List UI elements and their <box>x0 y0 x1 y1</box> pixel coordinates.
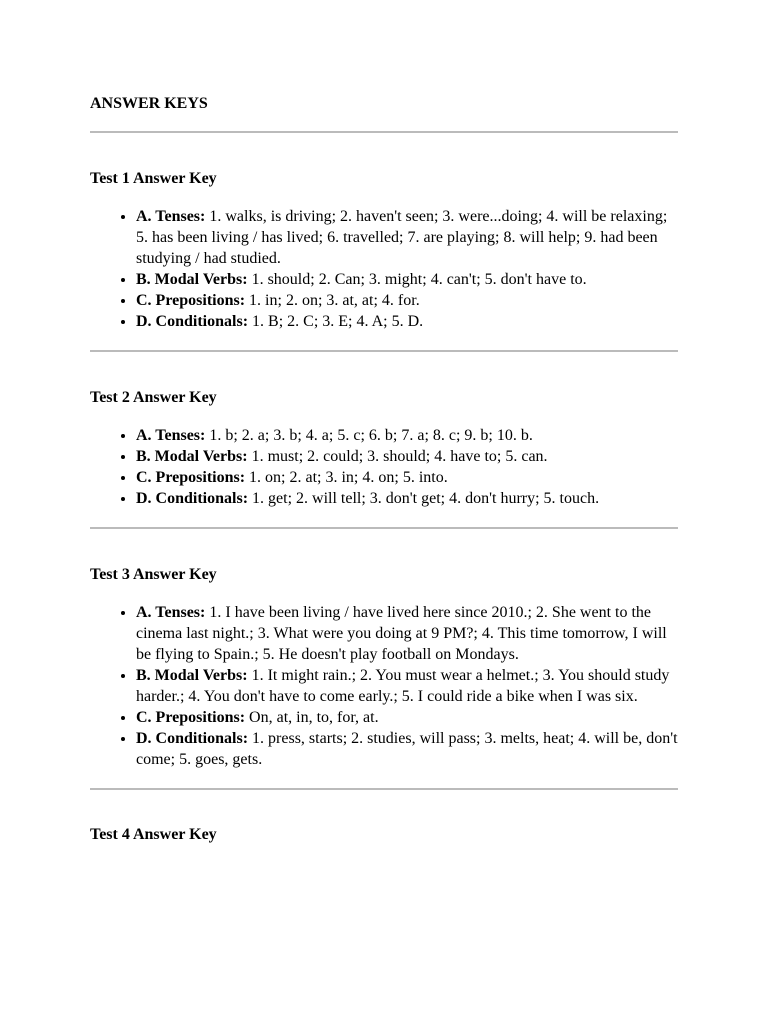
list-item <box>136 290 678 311</box>
list-item <box>136 269 678 290</box>
item-label: B. Modal Verbs: <box>136 448 248 465</box>
list-item <box>136 707 678 728</box>
item-text: 1. b; 2. a; 3. b; 4. a; 5. c; 6. b; 7. a; 8. c; 9. b; 10. b. <box>205 427 533 444</box>
item-label: A. Tenses: <box>136 604 206 621</box>
section-title: Test 2 Answer Key <box>90 389 217 406</box>
list-item <box>136 446 678 467</box>
item-text: 1. in; 2. on; 3. at, at; 4. for. <box>245 292 420 309</box>
section-test-1 <box>90 169 678 352</box>
list-item <box>136 467 678 488</box>
list-item <box>136 665 678 707</box>
list-item <box>136 728 678 770</box>
item-text: 1. I have been living / have lived here since 2010.; 2. She went to the cinema last night.; 3. What were you doing at 9 PM?; 4. This time tomorrow, I will be flying to Spain.; 5. He doesn't play football on Mondays. <box>136 604 667 663</box>
item-text: 1. walks, is driving; 2. haven't seen; 3. were...doing; 4. will be relaxing; 5. has been living / has lived; 6. travelled; 7. are playing; 8. will help; 9. had been studying / had studied. <box>136 208 668 267</box>
section-title: Test 3 Answer Key <box>90 566 217 583</box>
list-item <box>136 488 678 509</box>
divider <box>90 788 678 790</box>
divider <box>90 131 678 133</box>
section-test-2 <box>90 388 678 529</box>
item-text: 1. should; 2. Can; 3. might; 4. can't; 5. don't have to. <box>247 271 587 288</box>
list-item <box>136 206 678 269</box>
answer-list <box>90 425 678 509</box>
section-title: Test 4 Answer Key <box>90 826 217 843</box>
item-label: C. Prepositions: <box>136 709 246 726</box>
list-item <box>136 311 678 332</box>
section-title: Test 1 Answer Key <box>90 170 217 187</box>
item-text: 1. get; 2. will tell; 3. don't get; 4. don't hurry; 5. touch. <box>248 490 600 507</box>
item-label: B. Modal Verbs: <box>136 271 248 288</box>
item-label: D. Conditionals: <box>136 313 249 330</box>
item-text: 1. must; 2. could; 3. should; 4. have to; 5. can. <box>247 448 548 465</box>
answer-list <box>90 206 678 332</box>
item-text: On, at, in, to, for, at. <box>245 709 379 726</box>
section-test-3 <box>90 565 678 790</box>
item-label: D. Conditionals: <box>136 490 249 507</box>
list-item <box>136 602 678 665</box>
item-text: 1. It might rain.; 2. You must wear a helmet.; 3. You should study harder.; 4. You don't have to come early.; 5. I could ride a bike when I was six. <box>136 667 670 705</box>
list-item <box>136 425 678 446</box>
item-text: 1. B; 2. C; 3. E; 4. A; 5. D. <box>248 313 424 330</box>
section-test-4 <box>90 825 678 845</box>
item-text: 1. press, starts; 2. studies, will pass; 3. melts, heat; 4. will be, don't come; 5. goes, gets. <box>136 730 678 768</box>
divider <box>90 527 678 529</box>
answer-list <box>90 602 678 770</box>
divider <box>90 350 678 352</box>
document-title: ANSWER KEYS <box>90 95 208 112</box>
item-label: A. Tenses: <box>136 427 206 444</box>
item-label: C. Prepositions: <box>136 292 246 309</box>
item-label: D. Conditionals: <box>136 730 249 747</box>
item-text: 1. on; 2. at; 3. in; 4. on; 5. into. <box>245 469 448 486</box>
item-label: C. Prepositions: <box>136 469 246 486</box>
item-label: B. Modal Verbs: <box>136 667 248 684</box>
item-label: A. Tenses: <box>136 208 206 225</box>
